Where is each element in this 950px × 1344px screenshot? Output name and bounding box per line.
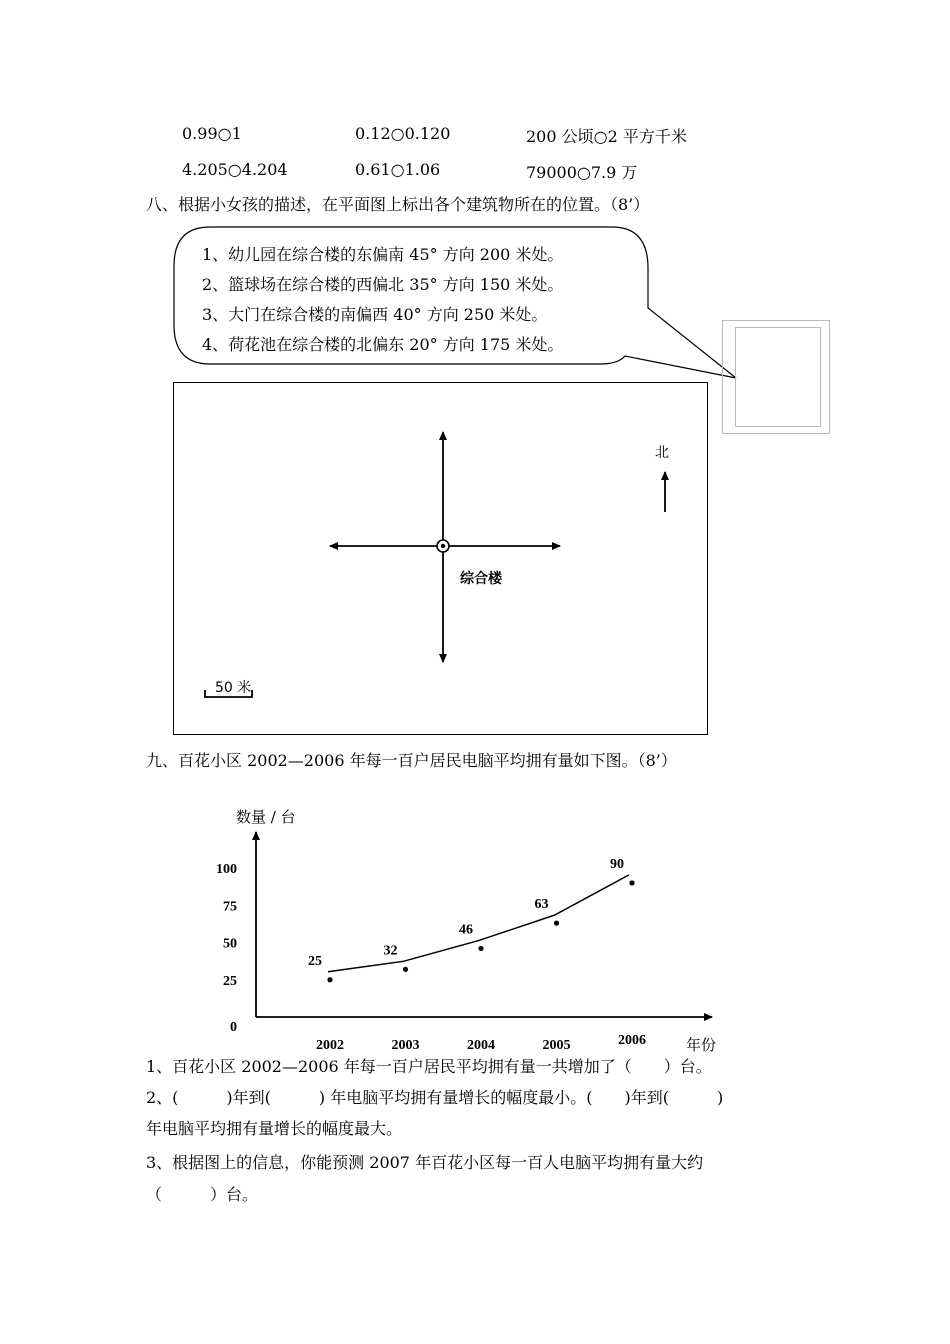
q9-sub1: 1、百花小区 2002—2006 年每一百户居民平均拥有量一共增加了（ ）台。 (146, 1057, 712, 1076)
data-point (554, 921, 559, 926)
data-label: 32 (383, 943, 398, 959)
x-tick-label: 2003 (391, 1038, 420, 1053)
x-tick-label: 2002 (316, 1038, 344, 1053)
data-label: 25 (308, 953, 322, 969)
chart-xlabel: 年份 (686, 1036, 717, 1054)
bubble-line: 2、篮球场在综合楼的西偏北 35° 方向 150 米处。 (202, 275, 564, 294)
x-tick-label: 2005 (542, 1038, 571, 1053)
data-point (327, 977, 332, 982)
bubble-line: 4、荷花池在综合楼的北偏东 20° 方向 175 米处。 (202, 335, 564, 354)
compare-item: 0.12○0.120 (355, 124, 451, 143)
q9-sub3a: 3、根据图上的信息，你能预测 2007 年百花小区每一百人电脑平均拥有量大约 (146, 1153, 704, 1172)
question-8-title: 八、根据小女孩的描述，在平面图上标出各个建筑物所在的位置。（8’） (146, 195, 650, 214)
compare-item: 0.99○1 (182, 124, 242, 143)
compare-item: 200 公顷○2 平方千米 (526, 127, 687, 146)
data-label: 90 (610, 856, 624, 872)
compare-item: 79000○7.9 万 (526, 163, 638, 182)
y-tick-label: 50 (223, 936, 237, 952)
compare-item: 0.61○1.06 (355, 160, 441, 179)
data-point (629, 880, 634, 885)
x-tick-label: 2004 (467, 1038, 495, 1053)
x-tick-label: 2006 (618, 1033, 646, 1048)
north-label: 北 (655, 445, 669, 461)
y-tick-label: 25 (223, 973, 237, 989)
q9-sub2b: 年电脑平均拥有量增长的幅度最大。 (146, 1119, 403, 1138)
scale-label: 50 米 (215, 680, 252, 696)
data-point (478, 946, 483, 951)
data-point (403, 967, 408, 972)
y-tick-label: 100 (216, 862, 237, 877)
series-line (328, 875, 629, 972)
bubble-line: 1、幼儿园在综合楼的东偏南 45° 方向 200 米处。 (202, 245, 564, 264)
center-building-label: 综合楼 (460, 571, 502, 587)
data-label: 63 (534, 897, 549, 913)
q9-sub3b: （ ）台。 (146, 1185, 259, 1204)
data-label: 46 (459, 922, 473, 938)
chart-ylabel: 数量 / 台 (236, 808, 296, 826)
question-9-title: 九、百花小区 2002—2006 年每一百户居民电脑平均拥有量如下图。（8’） (146, 751, 677, 770)
bubble-line: 3、大门在综合楼的南偏西 40° 方向 250 米处。 (202, 305, 548, 324)
q9-sub2a: 2、( )年到( ) 年电脑平均拥有量增长的幅度最小。( )年到( ) (146, 1088, 724, 1107)
y-tick-label: 0 (230, 1020, 237, 1035)
compare-item: 4.205○4.204 (182, 160, 288, 179)
y-tick-label: 75 (223, 899, 237, 915)
